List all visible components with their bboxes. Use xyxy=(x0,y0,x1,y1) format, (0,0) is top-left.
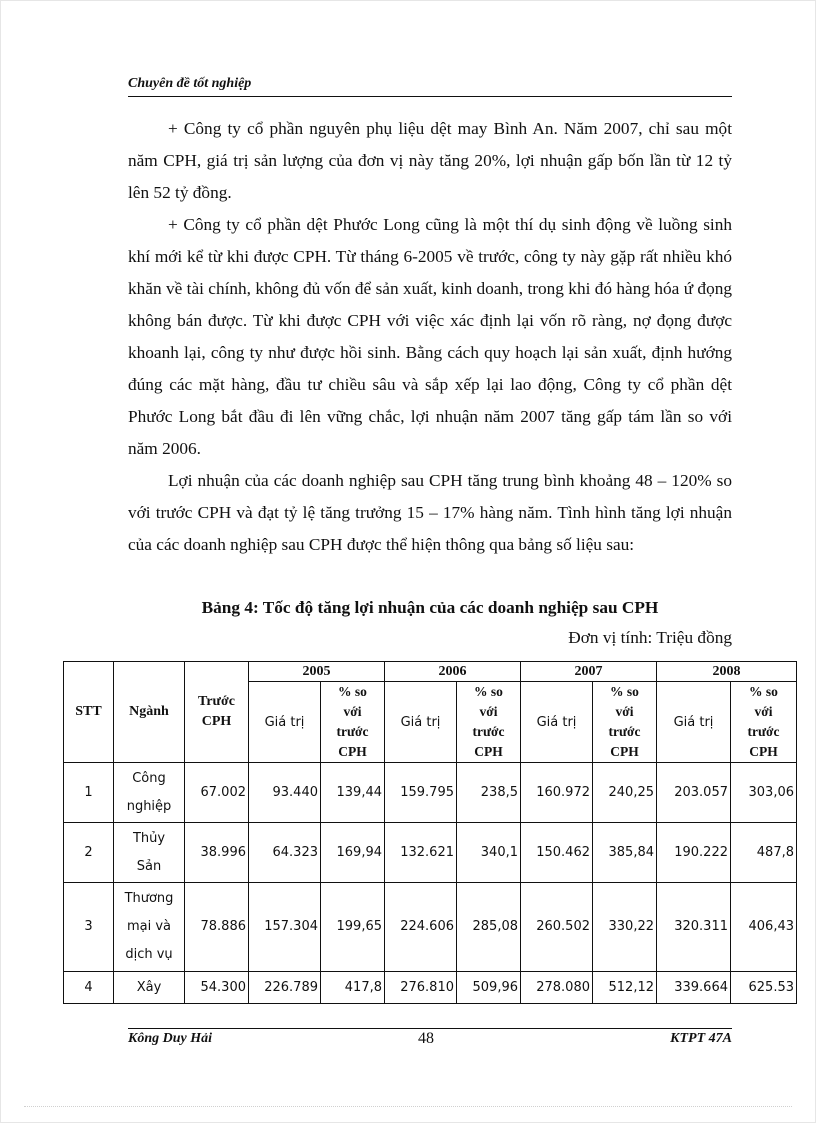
header-pct-2005 xyxy=(321,682,385,763)
cell-sector xyxy=(114,763,185,823)
cell-pct: 406,43 xyxy=(731,883,797,972)
footer-rule xyxy=(128,1028,732,1029)
pct-header-line: % so xyxy=(610,684,639,699)
pct-header-line: trước xyxy=(747,724,780,739)
cell-pct: 139,44 xyxy=(321,763,385,823)
header-pct-2007 xyxy=(593,682,657,763)
header-pct-2008 xyxy=(731,682,797,763)
pct-header-line: với xyxy=(343,704,362,719)
cell-value: 157.304 xyxy=(249,883,321,972)
table-row xyxy=(64,823,797,883)
sector-line: dịch vụ xyxy=(125,947,173,962)
cell-value: 224.606 xyxy=(385,883,457,972)
cell-pct: 509,96 xyxy=(457,972,521,1004)
cell-sector xyxy=(114,823,185,883)
header-value-2005: Giá trị xyxy=(249,682,321,763)
cell-pct: 512,12 xyxy=(593,972,657,1004)
cell-stt: 1 xyxy=(64,763,114,823)
cell-pct: 417,8 xyxy=(321,972,385,1004)
pct-header-line: CPH xyxy=(749,744,778,759)
header-pct-2006 xyxy=(457,682,521,763)
page-number: 48 xyxy=(418,1030,434,1047)
running-header: Chuyên đề tốt nghiệp xyxy=(128,76,252,91)
header-before-cph: Trước CPH xyxy=(185,662,249,763)
cell-value: 276.810 xyxy=(385,972,457,1004)
cell-value: 160.972 xyxy=(521,763,593,823)
cell-value: 203.057 xyxy=(657,763,731,823)
sector-line: Sản xyxy=(136,858,162,874)
cell-stt: 3 xyxy=(64,883,114,972)
pct-header-line: CPH xyxy=(474,744,503,759)
header-value-2008: Giá trị xyxy=(657,682,731,763)
cell-value: 320.311 xyxy=(657,883,731,972)
table-row xyxy=(64,883,797,972)
header-value-2007: Giá trị xyxy=(521,682,593,763)
pct-header-line: với xyxy=(754,704,773,719)
cell-pct: 625.53 xyxy=(731,972,797,1004)
footer-author: Kông Duy Hải xyxy=(128,1031,213,1046)
pct-header-line: với xyxy=(479,704,498,719)
cell-stt: 4 xyxy=(64,972,114,1004)
cell-pct: 330,22 xyxy=(593,883,657,972)
cell-value: 132.621 xyxy=(385,823,457,883)
cell-sector xyxy=(114,883,185,972)
cell-pct: 240,25 xyxy=(593,763,657,823)
cell-value: 260.502 xyxy=(521,883,593,972)
sector-line: Thương xyxy=(124,891,174,906)
table-row xyxy=(64,763,797,823)
cell-before-cph: 78.886 xyxy=(185,883,249,972)
page-edge-dots xyxy=(24,1106,792,1107)
sector-line: Công xyxy=(132,770,166,786)
header-year-2007: 2007 xyxy=(521,662,657,682)
header-year-2005: 2005 xyxy=(249,662,385,682)
cell-value: 190.222 xyxy=(657,823,731,883)
cell-pct: 385,84 xyxy=(593,823,657,883)
cell-pct: 303,06 xyxy=(731,763,797,823)
table-row xyxy=(64,972,797,1004)
cell-value: 93.440 xyxy=(249,763,321,823)
pct-header-line: CPH xyxy=(610,744,639,759)
header-year-2008: 2008 xyxy=(657,662,797,682)
table-title: Bảng 4: Tốc độ tăng lợi nhuận của các doanh nghiệp sau CPH xyxy=(201,598,659,617)
cell-value: 64.323 xyxy=(249,823,321,883)
cell-pct: 169,94 xyxy=(321,823,385,883)
cell-value: 226.789 xyxy=(249,972,321,1004)
pct-header-line: với xyxy=(615,704,634,719)
sector-line: Xây xyxy=(136,979,162,995)
cell-pct: 238,5 xyxy=(457,763,521,823)
profit-growth-table xyxy=(63,661,797,1004)
header-sector: Ngành xyxy=(114,662,185,763)
cell-before-cph: 54.300 xyxy=(185,972,249,1004)
cell-before-cph: 67.002 xyxy=(185,763,249,823)
pct-header-line: trước xyxy=(472,724,505,739)
body-text xyxy=(128,113,732,561)
header-stt: STT xyxy=(64,662,114,763)
cell-sector xyxy=(114,972,185,1004)
sector-line: mại và xyxy=(126,919,172,934)
pct-header-line: trước xyxy=(608,724,641,739)
paragraph-binh-an: + Công ty cổ phần nguyên phụ liệu dệt may Bình An. Năm 2007, chỉ sau một năm CPH, giá trị sản lượng của đơn vị này tăng 20%, lợi nhuận gấp bốn lần từ 12 tỷ lên 52 tỷ đồng. xyxy=(128,119,732,202)
pct-header-line: trước xyxy=(336,724,369,739)
cell-stt: 2 xyxy=(64,823,114,883)
cell-value: 339.664 xyxy=(657,972,731,1004)
footer-class: KTPT 47A xyxy=(670,1031,732,1046)
pct-header-line: % so xyxy=(749,684,778,699)
cell-value: 159.795 xyxy=(385,763,457,823)
cell-pct: 487,8 xyxy=(731,823,797,883)
cell-pct: 199,65 xyxy=(321,883,385,972)
pct-header-line: % so xyxy=(474,684,503,699)
pct-header-line: CPH xyxy=(338,744,367,759)
pct-header-line: % so xyxy=(338,684,367,699)
cell-value: 278.080 xyxy=(521,972,593,1004)
sector-line: nghiệp xyxy=(126,798,172,814)
paragraph-profit-summary: Lợi nhuận của các doanh nghiệp sau CPH tăng trung bình khoảng 48 – 120% so với trước CPH và đạt tỷ lệ tăng trưởng 15 – 17% hàng năm. Tình hình tăng lợi nhuận của các doanh nghiệp sau CPH được thể hiện thông qua bảng số liệu sau: xyxy=(128,471,732,554)
header-year-2006: 2006 xyxy=(385,662,521,682)
paragraph-phuoc-long: + Công ty cổ phần dệt Phước Long cũng là một thí dụ sinh động về luồng sinh khí mới kể từ khi được CPH. Từ tháng 6-2005 về trước, công ty này gặp rất nhiều khó khăn về tài chính, không đủ vốn để sản xuất, kinh doanh, trong khi đó hàng hóa ứ đọng không bán được. Từ khi được CPH với việc xác định lại vốn rõ ràng, nợ đọng được khoanh lại, công ty như được hồi sinh. Bằng cách quy hoạch lại sản xuất, định hướng đúng các mặt hàng, đầu tư chiều sâu và sắp xếp lại lao động, Công ty cổ phần dệt Phước Long bắt đầu đi lên vững chắc, lợi nhuận năm 2007 tăng gấp tám lần so với năm 2006. xyxy=(128,215,732,458)
cell-pct: 340,1 xyxy=(457,823,521,883)
cell-before-cph: 38.996 xyxy=(185,823,249,883)
table-unit: Đơn vị tính: Triệu đồng xyxy=(568,628,732,647)
header-rule xyxy=(128,96,732,97)
cell-pct: 285,08 xyxy=(457,883,521,972)
cell-value: 150.462 xyxy=(521,823,593,883)
sector-line: Thủy xyxy=(132,830,166,846)
header-value-2006: Giá trị xyxy=(385,682,457,763)
